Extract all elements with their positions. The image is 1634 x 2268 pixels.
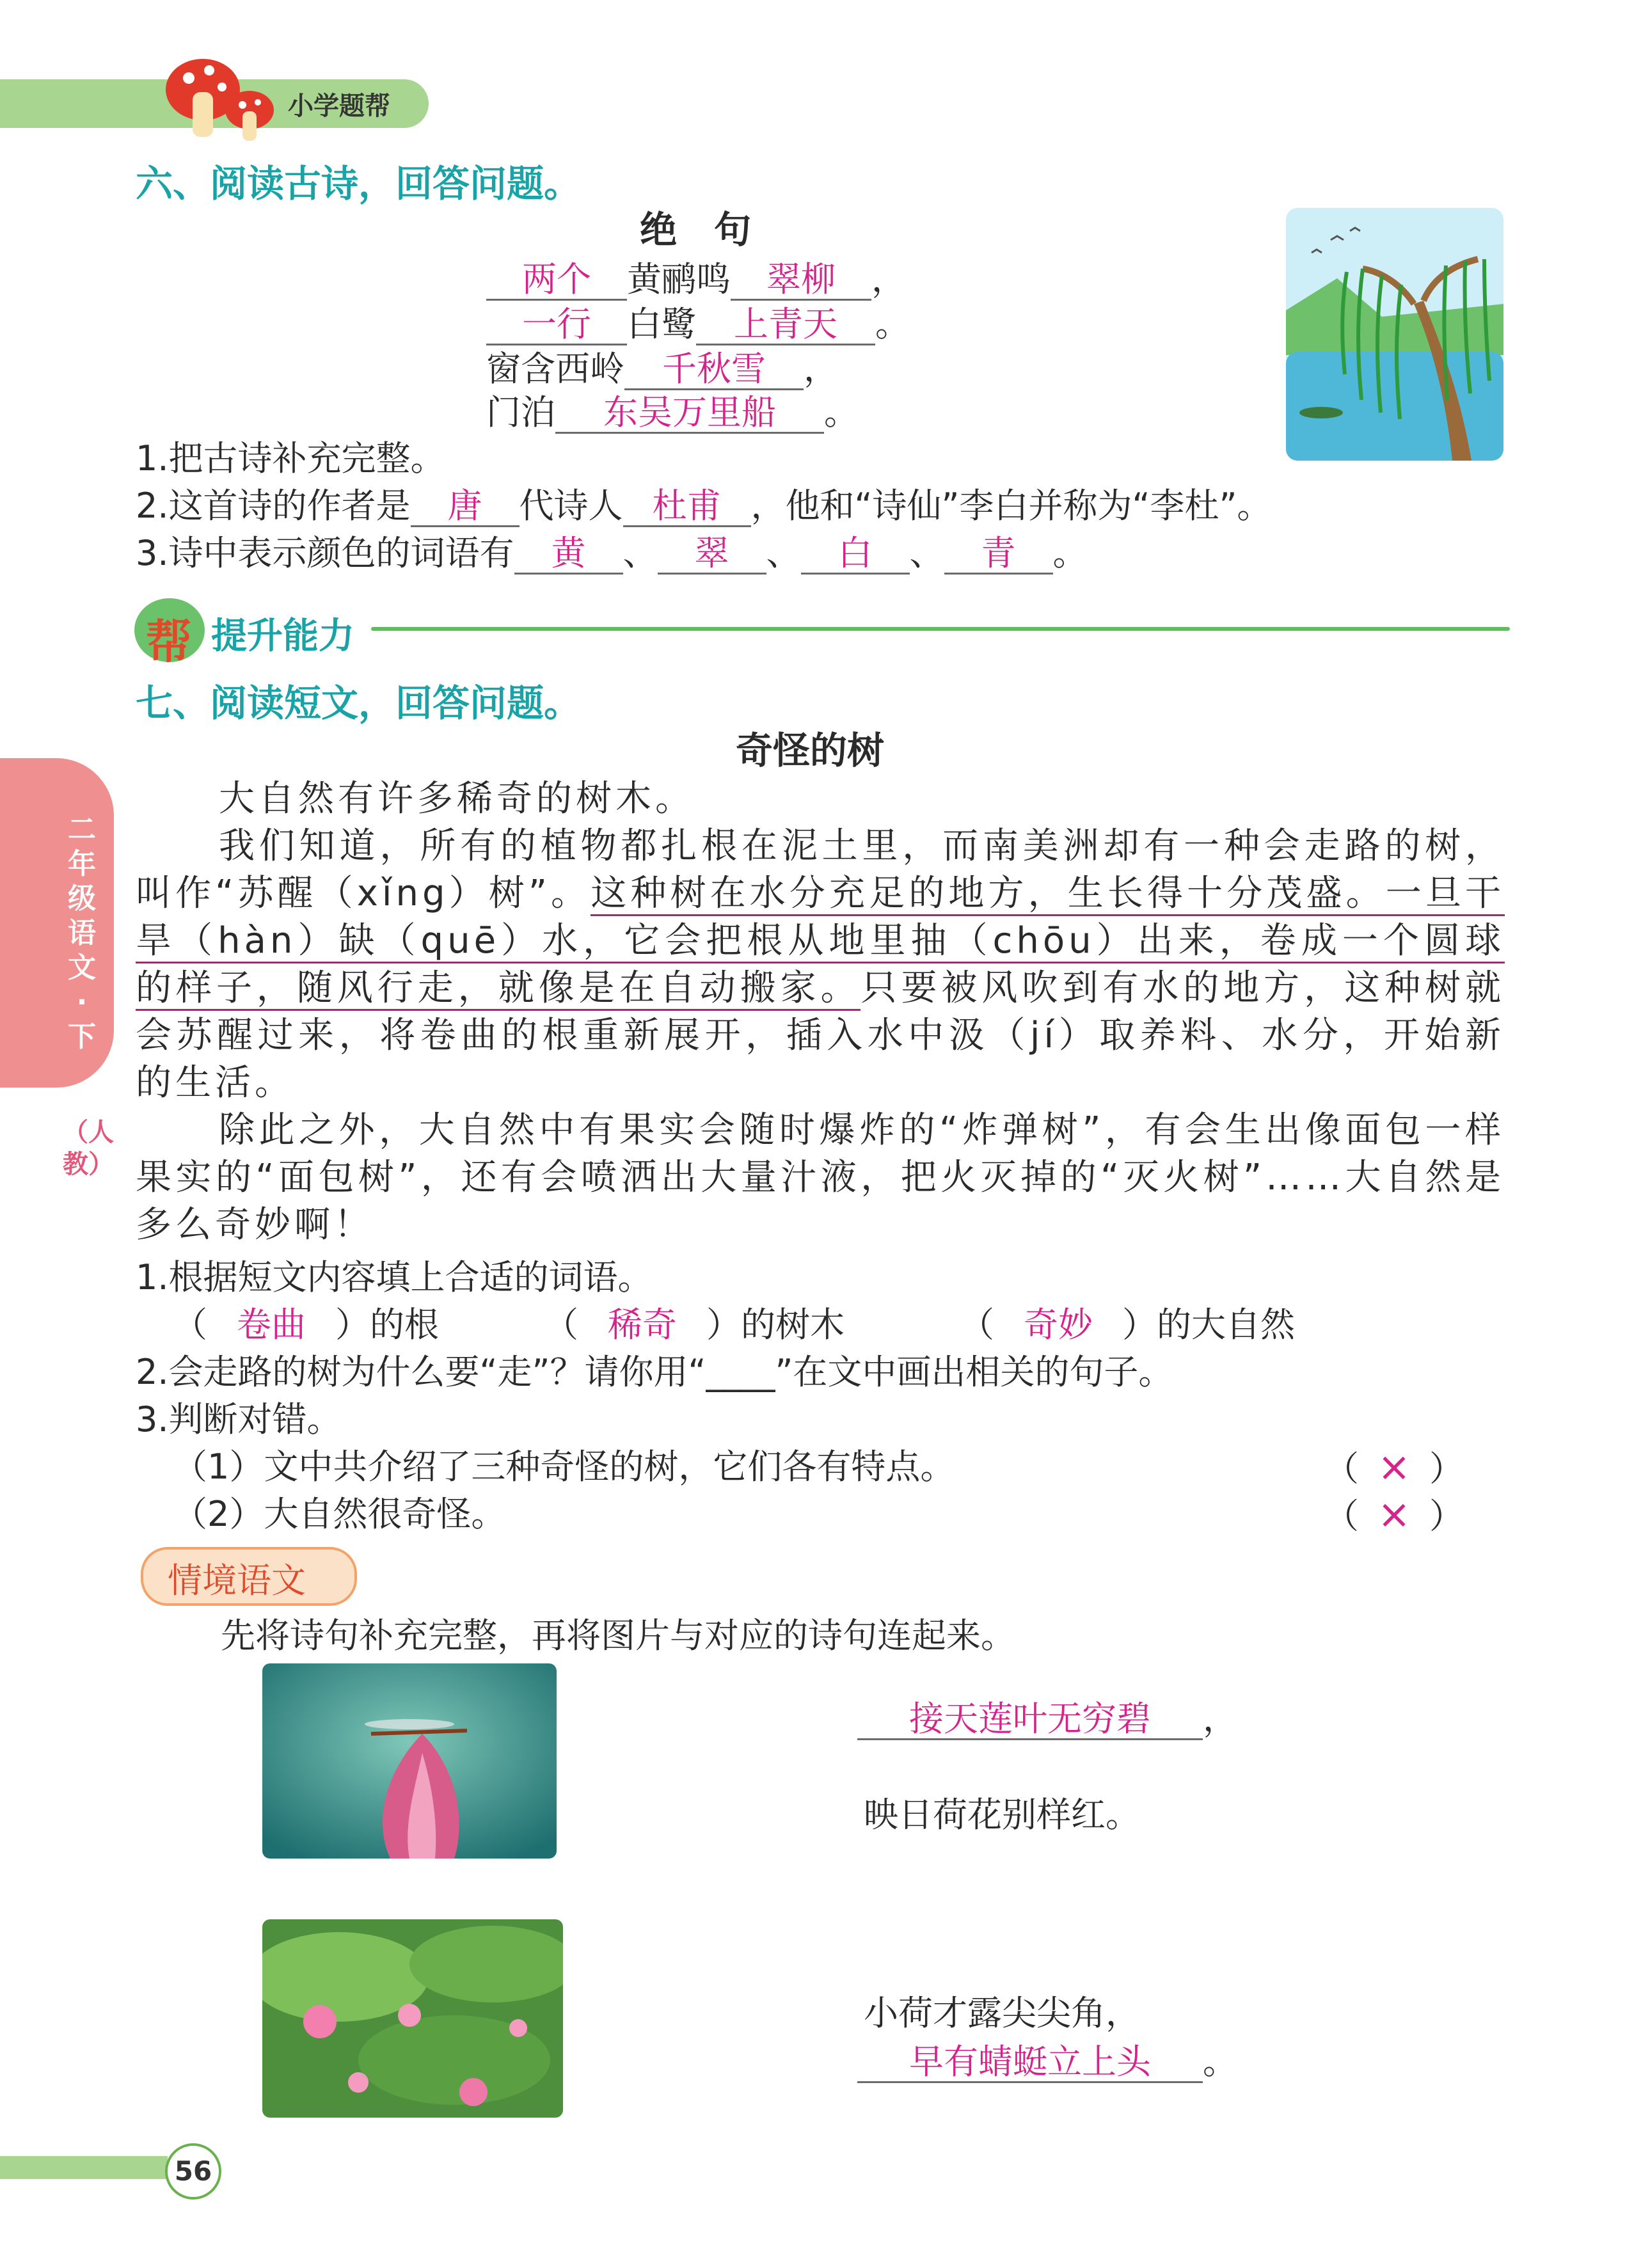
fill-answer[interactable]: 卷曲 bbox=[237, 1304, 306, 1345]
section7-heading: 七、阅读短文，回答问题。 bbox=[136, 681, 582, 725]
poem-blank[interactable]: 翠柳 bbox=[731, 260, 871, 301]
poem-title: 绝 句 bbox=[640, 208, 752, 251]
willow-illustration bbox=[1286, 208, 1503, 461]
poem-blank[interactable]: 东吴万里船 bbox=[555, 393, 824, 434]
poem2-blank[interactable]: 早有蜻蜓立上头 bbox=[857, 2043, 1203, 2083]
poem-punct: ， bbox=[804, 349, 838, 389]
article-para-1: 大自然有许多稀奇的树木。 bbox=[219, 778, 695, 820]
question-punct: 。 bbox=[1052, 533, 1088, 573]
poem-text: 白鹭 bbox=[627, 304, 696, 344]
banner-label: 提升能力 bbox=[211, 615, 354, 657]
poem-blank[interactable]: 上青天 bbox=[696, 305, 875, 345]
poem-line bbox=[486, 301, 910, 348]
fill-tail: 的大自然 bbox=[1157, 1304, 1295, 1345]
section6-heading: 六、阅读古诗，回答问题。 bbox=[136, 162, 582, 205]
poem1-line2: 映日荷花别样红。 bbox=[864, 1795, 1140, 1835]
fill-item: （ 卷曲 ）的根 bbox=[173, 1301, 439, 1349]
article-para-3: 除此之外，大自然中有果实会随时爆炸的“炸弹树”，有会生出像面包一样果实的“面包树”，还有会喷洒出大量汁液，把火灭掉的“灭火树”……大自然是多么奇妙啊！ bbox=[136, 1109, 1505, 1246]
separator: 、 bbox=[909, 533, 944, 573]
underlined-sentence: 这种树在水分充足的地方，生长得十分茂盛。一旦干旱（hàn）缺（quē）水，它会把根从地里抽（chōu）出来，卷成一个圆球的样子，随风行走，就像是在自动搬家。 bbox=[136, 873, 1505, 1011]
separator: 、 bbox=[766, 533, 801, 573]
lotus-field-photo[interactable] bbox=[262, 1919, 563, 2118]
judge-item: （1）文中共介绍了三种奇怪的树，它们各有特点。 bbox=[173, 1447, 955, 1487]
fill-tail: 的树木 bbox=[741, 1304, 845, 1345]
question-2 bbox=[136, 482, 1271, 530]
fill-tail: 的根 bbox=[370, 1304, 439, 1345]
poem2-line1: 小荷才露尖尖角， bbox=[864, 1993, 1140, 2033]
context-instruction: 先将诗句补充完整，再将图片与对应的诗句连起来。 bbox=[221, 1615, 1015, 1656]
answer-blank[interactable]: 青 bbox=[944, 534, 1053, 575]
fill-answer[interactable]: 奇妙 bbox=[1024, 1304, 1093, 1345]
article-para-2 bbox=[136, 823, 1505, 1107]
brand-title: 小学题帮 bbox=[288, 91, 390, 121]
s7-question-3: 3.判断对错。 bbox=[136, 1399, 342, 1439]
question-text: 3.诗中表示颜色的词语有 bbox=[136, 533, 514, 573]
poem1-blank[interactable]: 接天莲叶无穷碧 bbox=[857, 1700, 1203, 1740]
question-text: 代诗人 bbox=[519, 486, 623, 526]
answer-blank[interactable]: 唐 bbox=[411, 487, 520, 527]
poem-punct: ， bbox=[871, 259, 906, 299]
fill-answer[interactable]: 稀奇 bbox=[608, 1304, 677, 1345]
question-3 bbox=[136, 530, 1088, 577]
answer-blank[interactable]: 白 bbox=[801, 534, 910, 575]
poem-blank[interactable]: 千秋雪 bbox=[624, 350, 804, 390]
answer-blank[interactable]: 黄 bbox=[514, 534, 623, 575]
answer-blank[interactable]: 杜甫 bbox=[623, 487, 751, 527]
poem-text: 门泊 bbox=[486, 392, 555, 432]
fill-item: （ 稀奇 ）的树木 bbox=[544, 1301, 845, 1349]
poem-line bbox=[486, 389, 859, 436]
question-text: 2.这首诗的作者是 bbox=[136, 486, 411, 526]
cross-mark-icon: × bbox=[1377, 1491, 1411, 1537]
edition-label: （人教） bbox=[63, 1118, 114, 1179]
cross-mark-icon: × bbox=[1377, 1443, 1411, 1490]
banner-line bbox=[371, 627, 1510, 631]
question-text: ，他和“诗仙”李白并称为“李杜”。 bbox=[750, 486, 1272, 526]
s7-question-1: 1.根据短文内容填上合适的词语。 bbox=[136, 1257, 653, 1297]
poem-punct: 。 bbox=[824, 392, 859, 432]
poem2-line2 bbox=[857, 2038, 1237, 2086]
poem-line bbox=[486, 256, 906, 303]
poem-line bbox=[486, 345, 838, 393]
poem-blank[interactable]: 两个 bbox=[486, 260, 627, 301]
mushroom-icon bbox=[163, 52, 285, 148]
poem-text: 窗含西岭 bbox=[486, 349, 624, 389]
poem-punct: 。 bbox=[1203, 2042, 1237, 2082]
fill-item: （ 奇妙 ）的大自然 bbox=[960, 1301, 1295, 1349]
grade-label: 二年级语文·下 bbox=[68, 813, 96, 1053]
question-1: 1.把古诗补充完整。 bbox=[136, 438, 445, 479]
judge-answer-box[interactable]: （ × ） bbox=[1324, 1443, 1464, 1490]
poem-punct: ， bbox=[1203, 1699, 1237, 1739]
poem-blank[interactable]: 一行 bbox=[486, 305, 627, 345]
banner-char: 帮 bbox=[146, 615, 193, 669]
article-text: 我们知道，所有的植物都扎根在泥土里，而南美洲却有一种会走路的树，叫作“苏醒（xǐng）树”。 bbox=[136, 825, 1505, 914]
dragonfly-lotus-photo[interactable] bbox=[262, 1663, 557, 1859]
article-title: 奇怪的树 bbox=[736, 729, 885, 772]
footer-bar bbox=[0, 2156, 168, 2179]
poem-text: 黄鹂鸣 bbox=[627, 259, 731, 299]
poem1-line1 bbox=[857, 1695, 1237, 1743]
article-text: 只要被风吹到有水的地方，这种树就会苏醒过来，将卷曲的根重新展开，插入水中汲（jí）取养料、水分，开始新的生活。 bbox=[136, 967, 1505, 1104]
answer-blank[interactable]: 翠 bbox=[658, 534, 766, 575]
separator: 、 bbox=[623, 533, 658, 573]
s7-question-2: 2.会走路的树为什么要“走”？请你用“____”在文中画出相关的句子。 bbox=[136, 1352, 1173, 1392]
page-number: 56 bbox=[165, 2143, 221, 2200]
judge-answer-box[interactable]: （ × ） bbox=[1324, 1491, 1464, 1537]
poem-punct: 。 bbox=[875, 304, 910, 344]
context-label: 情境语文 bbox=[168, 1560, 306, 1601]
judge-item: （2）大自然很奇怪。 bbox=[173, 1494, 506, 1534]
